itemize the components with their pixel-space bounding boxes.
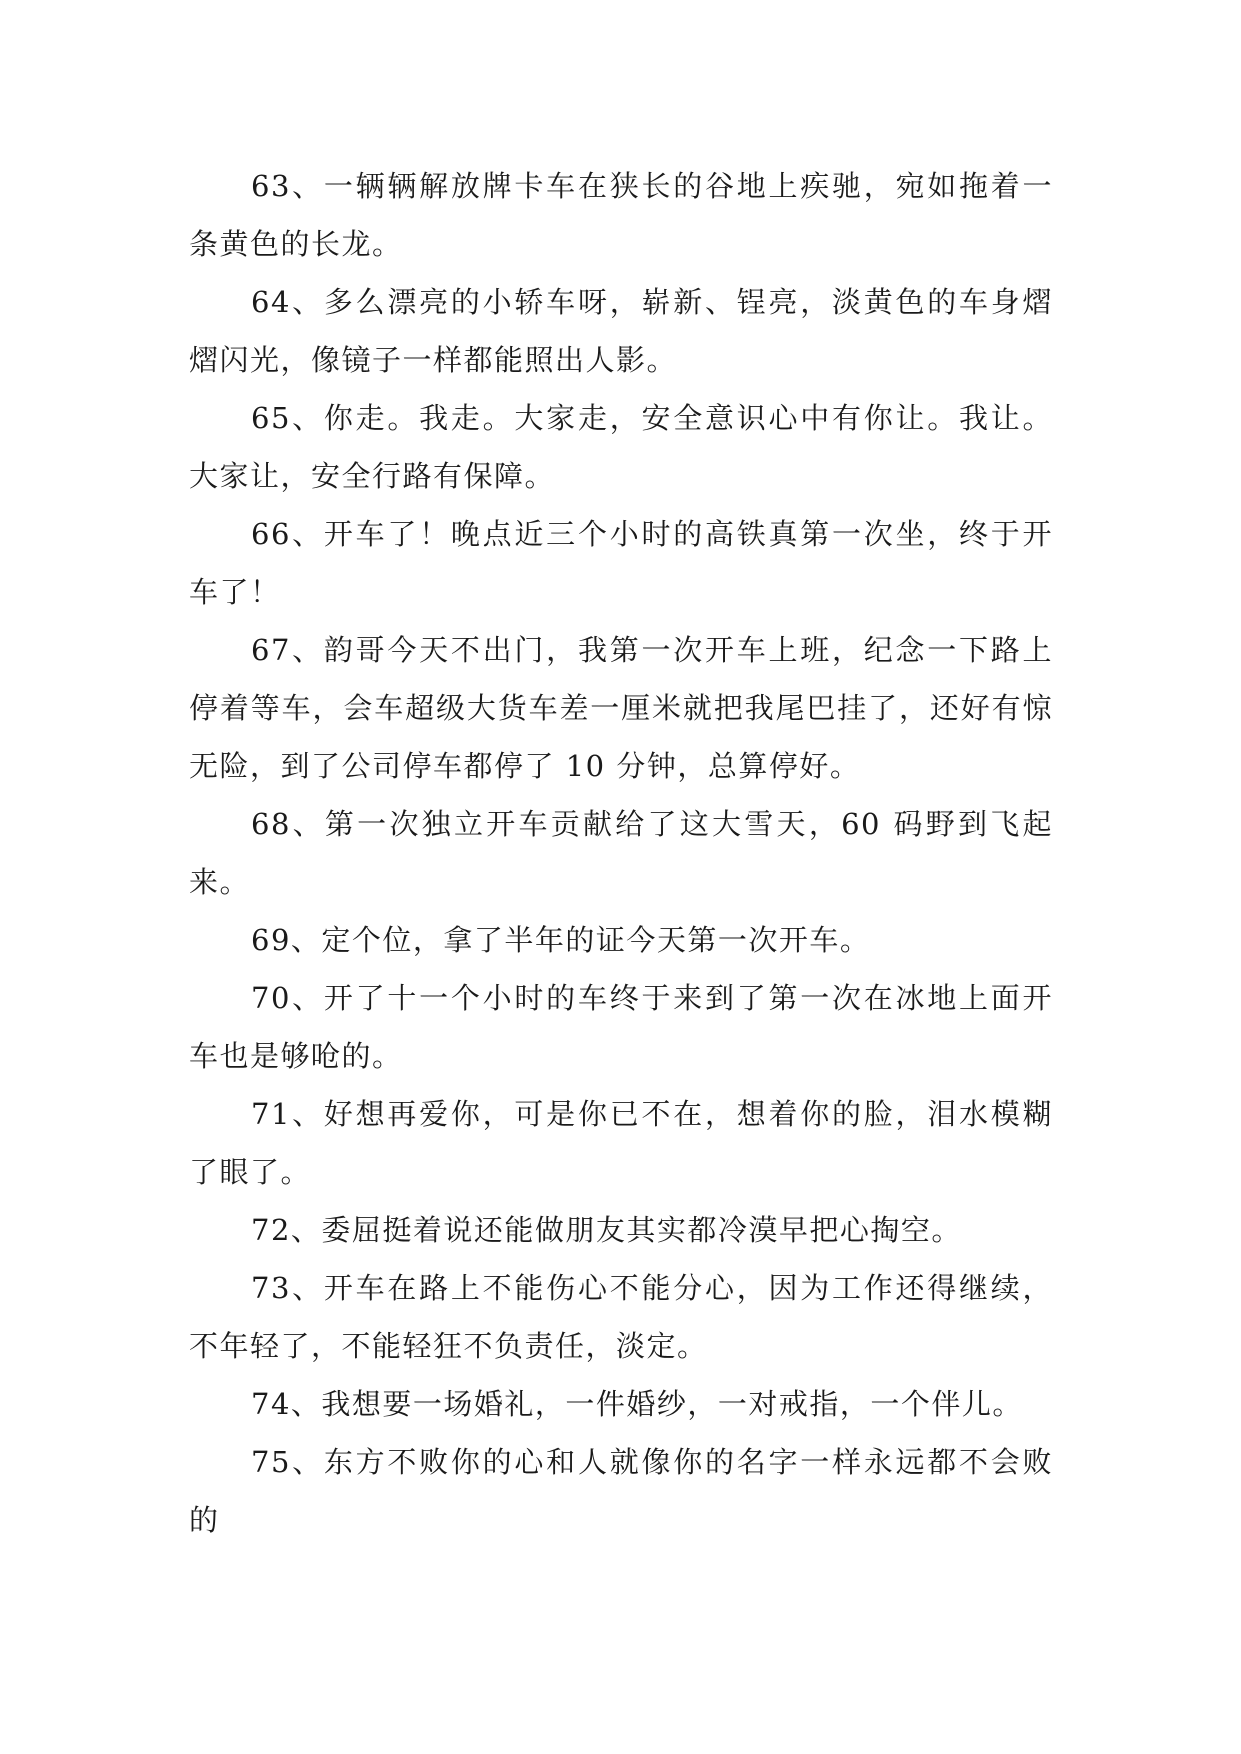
paragraph-75: 75、东方不败你的心和人就像你的名字一样永远都不会败的 (189, 1445, 1053, 1537)
paragraph-65: 65、你走。我走。大家走，安全意识心中有你让。我让。大家让，安全行路有保障。 (189, 401, 1053, 493)
paragraph-72: 72、委屈挺着说还能做朋友其实都冷漠早把心掏空。 (251, 1213, 962, 1247)
paragraph-73: 73、开车在路上不能伤心不能分心，因为工作还得继续，不年轻了，不能轻狂不负责任，淡定。 (189, 1271, 1053, 1363)
paragraph-74: 74、我想要一场婚礼，一件婚纱，一对戒指，一个伴儿。 (251, 1387, 1023, 1421)
paragraph-69: 69、定个位，拿了半年的证今天第一次开车。 (251, 923, 871, 957)
paragraph-70: 70、开了十一个小时的车终于来到了第一次在冰地上面开车也是够呛的。 (189, 981, 1053, 1073)
document-body (189, 157, 1053, 1549)
paragraph-64: 64、多么漂亮的小轿车呀，崭新、锃亮，淡黄色的车身熠熠闪光，像镜子一样都能照出人影。 (189, 285, 1053, 377)
paragraph-66: 66、开车了！晚点近三个小时的高铁真第一次坐，终于开车了！ (189, 517, 1053, 609)
paragraph-67: 67、韵哥今天不出门，我第一次开车上班，纪念一下路上停着等车，会车超级大货车差一厘米就把我尾巴挂了，还好有惊无险，到了公司停车都停了 10 分钟，总算停好。 (189, 633, 1053, 783)
paragraph-63: 63、一辆辆解放牌卡车在狭长的谷地上疾驰，宛如拖着一条黄色的长龙。 (189, 169, 1053, 261)
paragraph-71: 71、好想再爱你，可是你已不在，想着你的脸，泪水模糊了眼了。 (189, 1097, 1053, 1189)
paragraph-68: 68、第一次独立开车贡献给了这大雪天，60 码野到飞起来。 (189, 807, 1053, 899)
